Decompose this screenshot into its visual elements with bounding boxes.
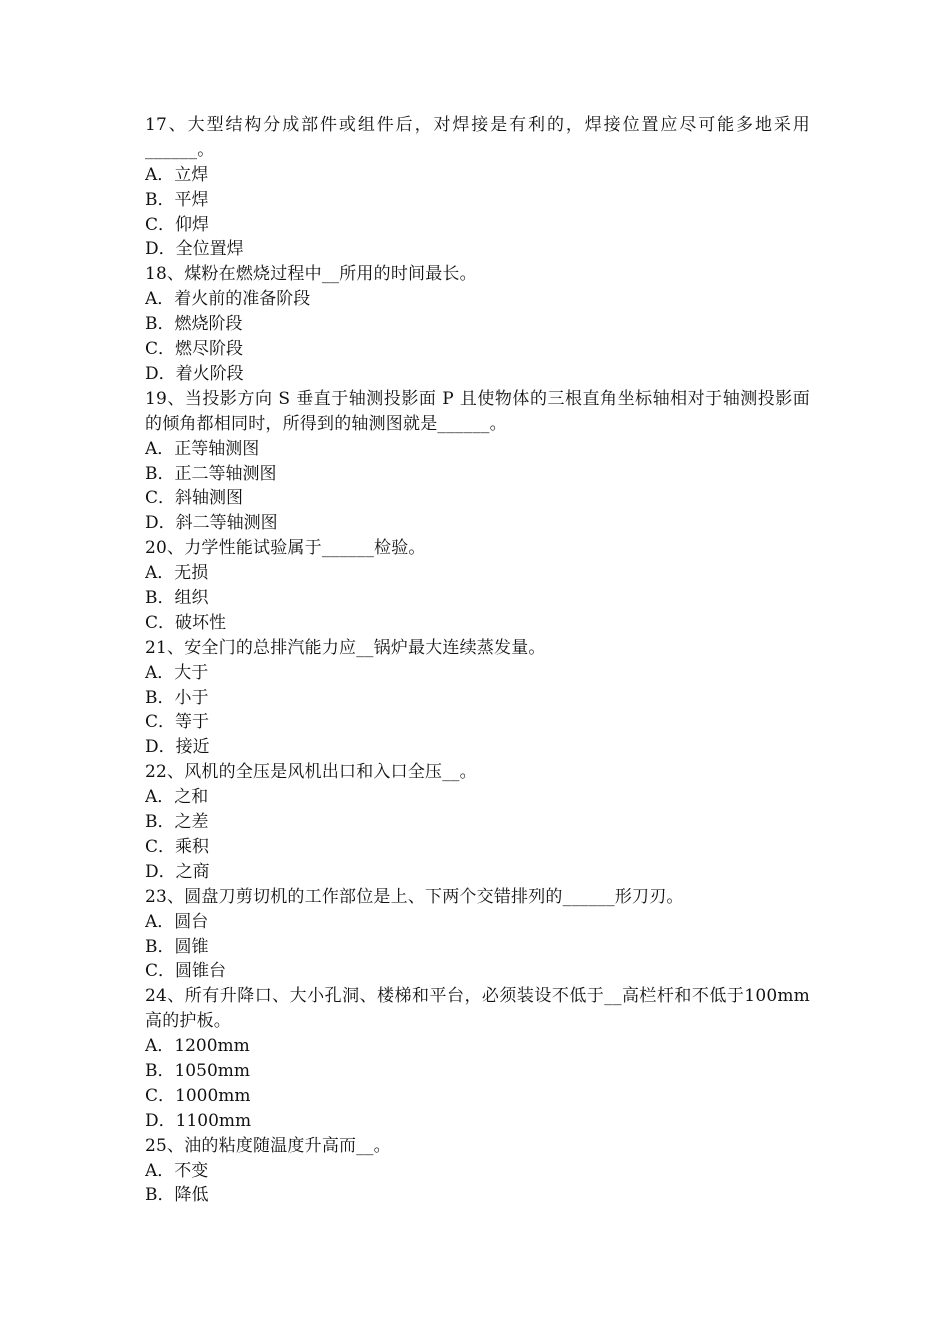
document-page: [145, 113, 810, 1208]
option-c: C．1000mm: [145, 1085, 251, 1106]
question-text: 23、圆盘刀剪切机的工作部位是上、下两个交错排列的______形刀刃。: [145, 886, 684, 907]
option-b: B．1050mm: [145, 1061, 250, 1082]
question-18: [145, 262, 810, 386]
option-a: A．不变: [145, 1160, 209, 1181]
question-text: 22、风机的全压是风机出口和入口全压__。: [145, 762, 477, 783]
question-21: [145, 636, 810, 760]
option-c: C．等于: [145, 712, 210, 733]
option-b: B．正二等轴测图: [145, 463, 277, 484]
question-24: [145, 984, 810, 1133]
option-b: B．降低: [145, 1185, 209, 1206]
option-a: A．圆台: [145, 911, 209, 932]
question-20: [145, 536, 810, 636]
option-c: C．乘积: [145, 836, 210, 857]
option-a: A．1200mm: [145, 1036, 250, 1057]
option-b: B．小于: [145, 687, 209, 708]
option-d: D．接近: [145, 737, 210, 758]
option-a: A．无损: [145, 563, 209, 584]
option-c: C．仰焊: [145, 214, 210, 235]
question-text: 17、大型结构分成部件或组件后，对焊接是有利的，焊接位置应尽可能多地采用______。: [145, 115, 810, 160]
question-text: 18、煤粉在燃烧过程中__所用的时间最长。: [145, 264, 477, 285]
question-text: 20、力学性能试验属于______检验。: [145, 538, 426, 559]
option-b: B．之差: [145, 812, 209, 833]
option-c: C．破坏性: [145, 612, 227, 633]
option-b: B．平焊: [145, 189, 209, 210]
question-23: [145, 885, 810, 985]
option-c: C．圆锥台: [145, 961, 227, 982]
option-a: A．之和: [145, 787, 209, 808]
question-text: 25、油的粘度随温度升高而__。: [145, 1135, 391, 1156]
question-19: [145, 387, 810, 536]
option-d: D．之商: [145, 861, 210, 882]
option-d: D．全位置焊: [145, 239, 244, 260]
option-a: A．正等轴测图: [145, 438, 260, 459]
option-b: B．组织: [145, 588, 209, 609]
question-17: [145, 113, 810, 262]
option-b: B．圆锥: [145, 936, 209, 957]
option-c: C．燃尽阶段: [145, 339, 244, 360]
question-text: 19、当投影方向 S 垂直于轴测投影面 P 且使物体的三根直角坐标轴相对于轴测投影面的倾角都相同时，所得到的轴测图就是______。: [145, 388, 810, 434]
question-22: [145, 760, 810, 884]
question-text: 24、所有升降口、大小孔洞、楼梯和平台，必须装设不低于__高栏杆和不低于100mm 高的护板。: [145, 986, 810, 1032]
option-a: A．大于: [145, 662, 209, 683]
option-d: D．着火阶段: [145, 363, 244, 384]
option-c: C．斜轴测图: [145, 488, 244, 509]
option-d: D．1100mm: [145, 1110, 252, 1131]
option-b: B．燃烧阶段: [145, 314, 243, 335]
option-a: A．立焊: [145, 164, 209, 185]
option-d: D．斜二等轴测图: [145, 513, 278, 534]
question-25: [145, 1134, 810, 1209]
option-a: A．着火前的准备阶段: [145, 289, 311, 310]
question-text: 21、安全门的总排汽能力应__锅炉最大连续蒸发量。: [145, 637, 546, 658]
